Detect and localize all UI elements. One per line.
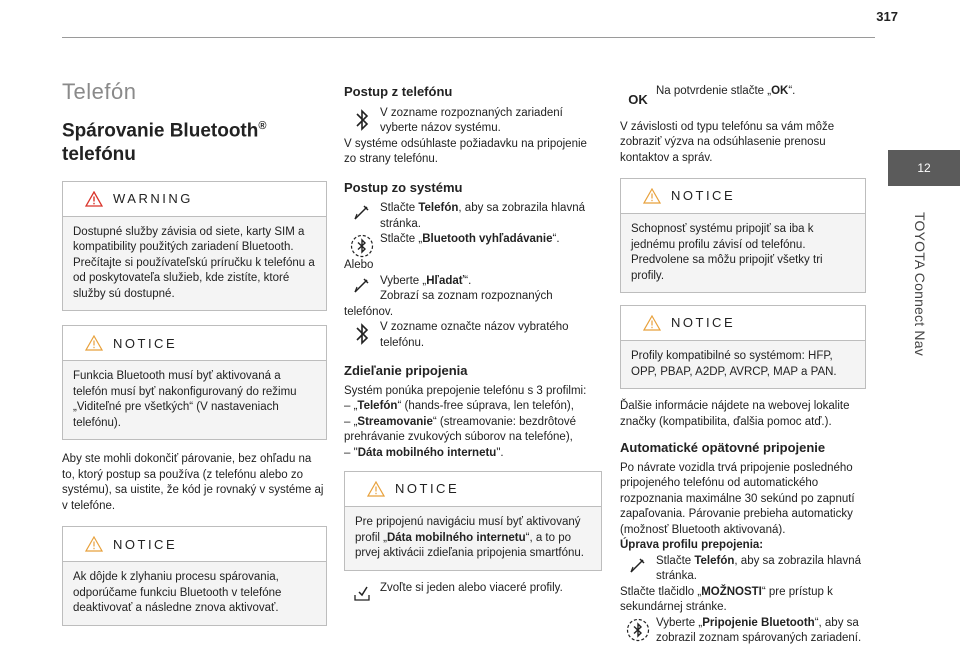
chapter-title-text: TOYOTA Connect Nav xyxy=(912,212,928,356)
notice-box xyxy=(344,471,602,571)
profiles-step-text: Zvoľte si jeden alebo viaceré profily. xyxy=(380,581,563,594)
alebo-text: Alebo xyxy=(344,259,374,271)
system-step-3-cont: telefónov. xyxy=(344,305,394,318)
system-step-4-text: V zozname označte názov vybratého telefónu. xyxy=(380,321,569,349)
system-step xyxy=(344,232,602,258)
ok-step-text: Na potvrdenie stlačte „OK“. xyxy=(656,85,796,97)
notice-text: Ak dôjde k zlyhaniu procesu spárovania, odporúčame funkciu Bluetooth v telefóne deaktivovať a následne znova aktivovať. xyxy=(73,571,282,615)
edit-step-2-text: Stlačte tlačidlo „MOŽNOSTI“ pre prístup k sekundárnej stránke. xyxy=(620,585,833,613)
edit-step-3-text: Vyberte „Pripojenie Bluetooth“, aby sa zobrazil zoznam spárovaných zariadení. xyxy=(656,616,862,644)
profile-item-data: – "Dáta mobilného internetu". xyxy=(344,446,504,459)
system-step-2-text: Stlačte „Bluetooth vyhľadávanie“. xyxy=(380,233,560,245)
edit-step xyxy=(620,554,866,585)
notice-text: Funkcia Bluetooth musí byť aktivovaná a telefón musí byť nakonfigurovaný do režimu „Viditeľné pre všetkých“ (V nastaveniach telefónu). xyxy=(73,370,297,429)
sharing-intro: Systém ponúka prepojenie telefónu s 3 profilmi: xyxy=(344,384,587,397)
phone-confirm-text: V systéme odsúhlaste požiadavku na pripojenie zo strany telefónu. xyxy=(344,137,587,165)
registered-mark: ® xyxy=(258,119,267,132)
sharing-heading: Zdieľanie pripojenia xyxy=(344,363,468,378)
notice-triangle-icon xyxy=(367,481,385,497)
notice-box xyxy=(620,178,866,293)
notice-label: NOTICE xyxy=(113,536,178,552)
notice-text: Schopnosť systému pripojiť sa iba k jednému profilu závisí od telefónu. Predvolene sa môžu pripojiť všetky tri profily. xyxy=(631,223,823,282)
notice-box xyxy=(62,526,327,626)
warning-text: Dostupné služby závisia od siete, karty SIM a kompatibility použitých zariadení Bluetooth. Prečítajte si používateľskú príručku k telefónu a od poskytovateľa služieb, kde zistíte, ktoré služby sú dostupné. xyxy=(73,225,315,300)
bluetooth-icon xyxy=(355,108,369,132)
notice-label: NOTICE xyxy=(113,335,178,351)
warning-label: WARNING xyxy=(113,191,193,207)
heading-text: Spárovanie Bluetooth xyxy=(62,119,259,141)
system-step xyxy=(344,274,602,305)
notice-box xyxy=(620,305,866,389)
notice-text: Profily kompatibilné so systémom: HFP, OPP, PBAP, A2DP, AVRCP, MAP a PAN. xyxy=(631,350,837,378)
bluetooth-icon xyxy=(355,322,369,346)
profile-item-streaming: – „Streamovanie“ (streamovanie: bezdrôtové prehrávanie zvukových súborov na telefóne), xyxy=(344,415,577,443)
chapter-tab[interactable]: 12 xyxy=(888,150,960,186)
notice-label: NOTICE xyxy=(395,481,460,497)
column-1 xyxy=(62,79,327,626)
edit-step xyxy=(620,616,866,647)
edit-profile-heading: Úprava profilu prepojenia: xyxy=(620,539,764,551)
contacts-transfer-text: V závislosti od typu telefónu sa vám môže zobraziť výzva na odsúhlasenie prenosu kontaktov a správ. xyxy=(620,120,835,164)
edit-step-1-text: Stlačte Telefón, aby sa zobrazila hlavná stránka. xyxy=(656,554,861,582)
ok-step xyxy=(620,84,866,108)
phone-procedure-heading: Postup z telefónu xyxy=(344,84,453,99)
auto-reconnect-text: Po návrate vozidla trvá pripojenie posledného pripojeného telefónu od automatického rozpoznania maximálne 30 sekúnd po zapnutí zapaľovania. Párovanie prebieha automaticky (možnosť Bluetooth aktivovaná). xyxy=(620,461,855,536)
column-2 xyxy=(344,84,602,603)
bluetooth-pairing-heading xyxy=(62,114,327,167)
profiles-step xyxy=(344,581,602,603)
notice-box xyxy=(62,325,327,440)
system-step-1-text: Stlačte Telefón, aby sa zobrazila hlavná stránka. xyxy=(380,202,585,230)
phone-step-text: V zozname rozpoznaných zariadení vyberte názov systému. xyxy=(380,106,563,134)
bluetooth-search-icon xyxy=(350,234,374,258)
notice-label: NOTICE xyxy=(671,188,736,204)
touch-pen-icon xyxy=(353,276,371,294)
column-3 xyxy=(620,84,866,647)
system-step xyxy=(344,201,602,232)
heading-text-2: telefónu xyxy=(62,143,136,165)
notice-triangle-icon xyxy=(643,315,661,331)
ok-button-icon: OK xyxy=(628,92,648,107)
pairing-code-paragraph: Aby ste mohli dokončiť párovanie, bez ohľadu na to, ktorý postup sa používa (z telefónu alebo zo systému), sa uistite, že kód je rovnaký v systéme aj v telefóne. xyxy=(62,453,324,512)
notice-triangle-icon xyxy=(85,335,103,351)
header-divider xyxy=(62,37,875,38)
page-number: 317 xyxy=(876,9,898,24)
auto-reconnect-heading: Automatické opätovné pripojenie xyxy=(620,440,826,455)
bluetooth-search-icon xyxy=(626,618,650,642)
profiles-select-icon xyxy=(352,583,372,603)
notice-triangle-icon xyxy=(643,188,661,204)
notice-triangle-icon xyxy=(85,536,103,552)
warning-triangle-icon xyxy=(85,191,103,207)
touch-pen-icon xyxy=(629,556,647,574)
chapter-title xyxy=(908,212,928,382)
touch-pen-icon xyxy=(353,203,371,221)
notice-label: NOTICE xyxy=(671,315,736,331)
section-title: Telefón xyxy=(62,79,137,104)
system-procedure-heading: Postup zo systému xyxy=(344,179,463,195)
system-step xyxy=(344,320,602,351)
phone-step xyxy=(344,106,602,137)
system-step-3-text: Vyberte „Hľadať“. Zobrazí sa zoznam rozpoznaných xyxy=(380,274,553,302)
notice-text: Pre pripojenú navigáciu musí byť aktivovaný profil „Dáta mobilného internetu“, a to po prvej aktivácii zdieľania pripojenia smartfónu. xyxy=(355,516,584,559)
warning-box xyxy=(62,181,327,312)
more-info-text: Ďalšie informácie nájdete na webovej lokalite značky (kompatibilita, ďalšia pomoc atď.). xyxy=(620,400,850,428)
profile-item-phone: – „Telefón“ (hands-free súprava, len telefón), xyxy=(344,400,574,412)
